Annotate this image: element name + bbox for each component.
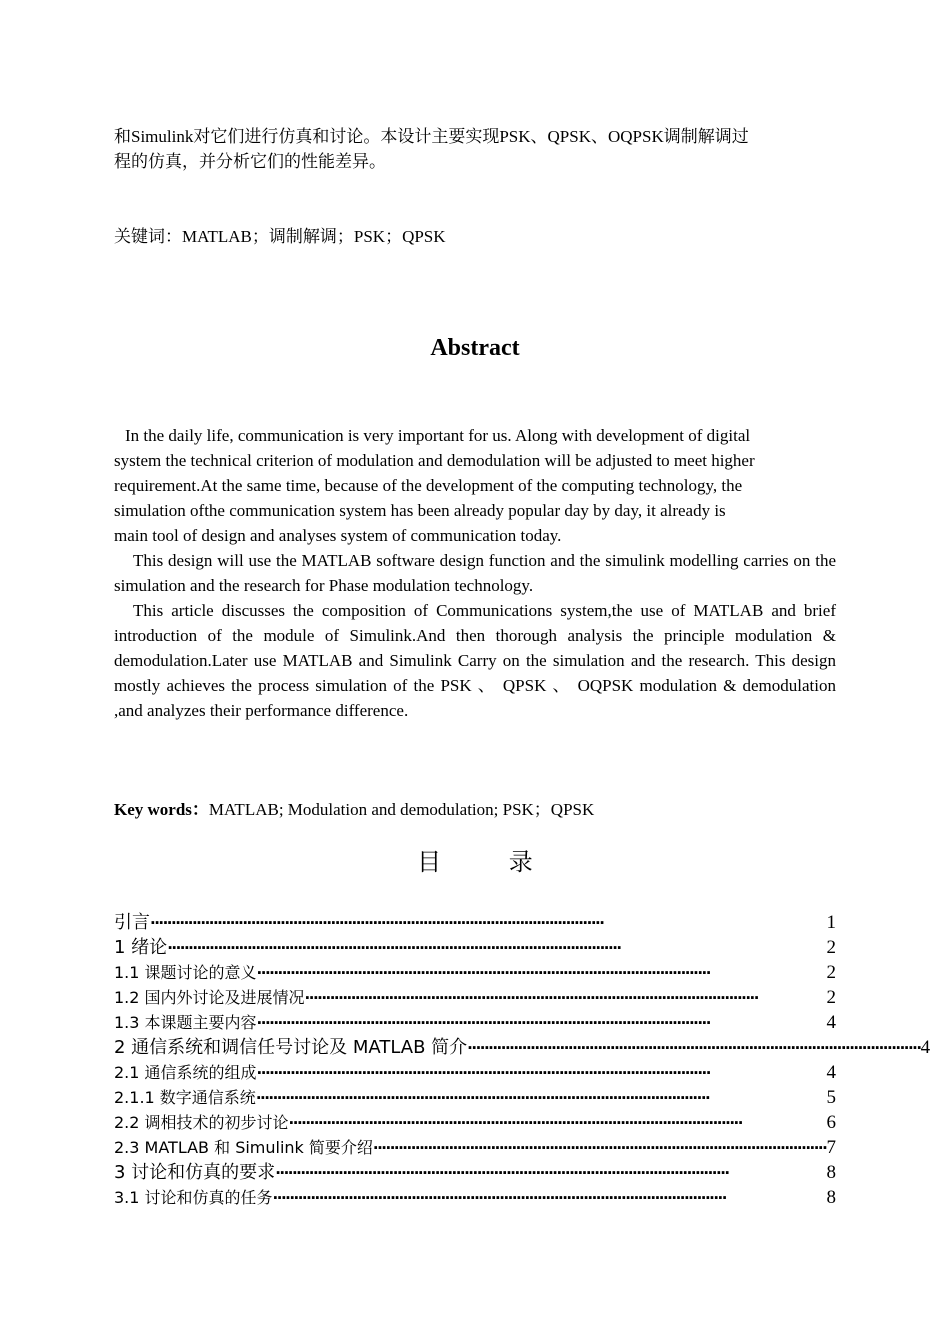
toc-leader: ············································································································ bbox=[288, 1114, 742, 1132]
toc-entry-title: 1.2 国内外讨论及进展情况 bbox=[114, 988, 305, 1007]
toc-entry[interactable] bbox=[114, 910, 836, 935]
toc-leader: ············································································································ bbox=[150, 914, 604, 932]
toc-leader: ············································································································ bbox=[256, 964, 710, 982]
abstract-title: Abstract bbox=[430, 335, 520, 361]
chinese-abstract-line: 程的仿真，并分析它们的性能差异。 bbox=[114, 152, 386, 171]
toc-entry-title: 3.1 讨论和仿真的任务 bbox=[114, 1188, 273, 1207]
toc-leader: ············································································································ bbox=[275, 1164, 729, 1182]
toc-page-number: 4 bbox=[920, 1037, 931, 1058]
toc-leader: ············································································································ bbox=[256, 1014, 710, 1032]
toc-entry[interactable] bbox=[114, 1135, 836, 1160]
toc-entry-title: 2.3 MATLAB 和 Simulink 简要介绍 bbox=[114, 1138, 373, 1157]
chinese-abstract-line: 和Simulink对它们进行仿真和讨论。本设计主要实现PSK、QPSK、OQPSK调制解调过 bbox=[114, 127, 749, 146]
toc-entry[interactable] bbox=[114, 960, 836, 985]
toc-leader: ············································································································ bbox=[272, 1189, 726, 1207]
toc-leader: ············································································································ bbox=[304, 989, 758, 1007]
toc-page-number: 2 bbox=[826, 987, 836, 1008]
abstract-line: In the daily life, communication is very important for us. Along with development of digital bbox=[125, 426, 751, 445]
abstract-line: requirement.At the same time, because of the development of the computing technology, the bbox=[114, 476, 743, 495]
toc-page-number: 2 bbox=[826, 962, 836, 983]
toc-entry-title: 3 讨论和仿真的要求 bbox=[114, 1162, 276, 1183]
toc-entry-title: 2 通信系统和调信任号讨论及 MATLAB 简介 bbox=[114, 1037, 468, 1058]
toc-entry-title: 2.2 调相技术的初步讨论 bbox=[114, 1113, 289, 1132]
abstract-body bbox=[114, 423, 836, 723]
toc-entry[interactable] bbox=[114, 1060, 836, 1085]
toc-entry[interactable] bbox=[114, 1160, 836, 1185]
toc-entry-title: 2.1.1 数字通信系统 bbox=[114, 1088, 256, 1107]
abstract-line: system the technical criterion of modulation and demodulation will be adjusted to meet higher bbox=[114, 451, 755, 470]
toc-entry[interactable] bbox=[114, 935, 836, 960]
toc-page-number: 8 bbox=[826, 1162, 836, 1183]
toc-entry[interactable] bbox=[114, 1010, 836, 1035]
toc-entry[interactable] bbox=[114, 985, 836, 1010]
abstract-line: simulation ofthe communication system has been already popular day by day, it already is bbox=[114, 501, 726, 520]
toc-entry-title: 2.1 通信系统的组成 bbox=[114, 1063, 257, 1082]
toc-leader: ············································································································ bbox=[167, 939, 621, 957]
toc-page-number: 1 bbox=[826, 912, 836, 933]
toc-entry[interactable] bbox=[114, 1035, 931, 1060]
toc-title: 目 录 bbox=[417, 848, 563, 876]
toc-entry-title: 1.3 本课题主要内容 bbox=[114, 1013, 257, 1032]
toc-entry-title: 引言 bbox=[114, 912, 150, 933]
chinese-abstract-continuation bbox=[114, 124, 836, 174]
toc-leader: ············································································································ bbox=[467, 1039, 921, 1057]
toc-leader: ············································································································ bbox=[372, 1139, 827, 1157]
keywords-value: MATLAB; Modulation and demodulation; PSK；QPSK bbox=[208, 800, 595, 819]
toc-entry[interactable] bbox=[114, 1085, 836, 1110]
english-keywords bbox=[114, 797, 836, 822]
abstract-line: main tool of design and analyses system of communication today. bbox=[114, 526, 562, 545]
abstract-paragraph: This article discusses the composition of Communications system,the use of MATLAB and brief introduction of the module of Simulink.And then thorough analysis the principle modulation & demodulation.Later use MATLAB and Simulink Carry on the simulation and the research. This design mostly achieves the process simulation of the PSK 、 QPSK 、 OQPSK modulation & demodulation ,and analyzes their performance difference. bbox=[114, 601, 836, 720]
toc-page-number: 7 bbox=[826, 1137, 836, 1158]
toc-page-number: 5 bbox=[826, 1087, 836, 1108]
toc-entry-title: 1.1 课题讨论的意义 bbox=[114, 963, 257, 982]
toc-page-number: 2 bbox=[826, 937, 836, 958]
chinese-keywords: 关键词：MATLAB；调制解调；PSK；QPSK bbox=[114, 227, 446, 246]
keywords-label: Key words： bbox=[114, 800, 209, 819]
toc-entry[interactable] bbox=[114, 1110, 836, 1135]
abstract-paragraph: This design will use the MATLAB software design function and the simulink modelling carries on the simulation and the research for Phase modulation technology. bbox=[114, 551, 836, 595]
toc-leader: ············································································································ bbox=[256, 1064, 710, 1082]
toc-page-number: 8 bbox=[826, 1187, 836, 1208]
toc-page-number: 4 bbox=[826, 1012, 836, 1033]
toc-entry[interactable] bbox=[114, 1185, 836, 1210]
toc-page-number: 6 bbox=[826, 1112, 836, 1133]
table-of-contents bbox=[114, 910, 931, 1210]
toc-page-number: 4 bbox=[826, 1062, 836, 1083]
toc-leader: ············································································································ bbox=[255, 1089, 710, 1107]
toc-entry-title: 1 绪论 bbox=[114, 937, 168, 958]
